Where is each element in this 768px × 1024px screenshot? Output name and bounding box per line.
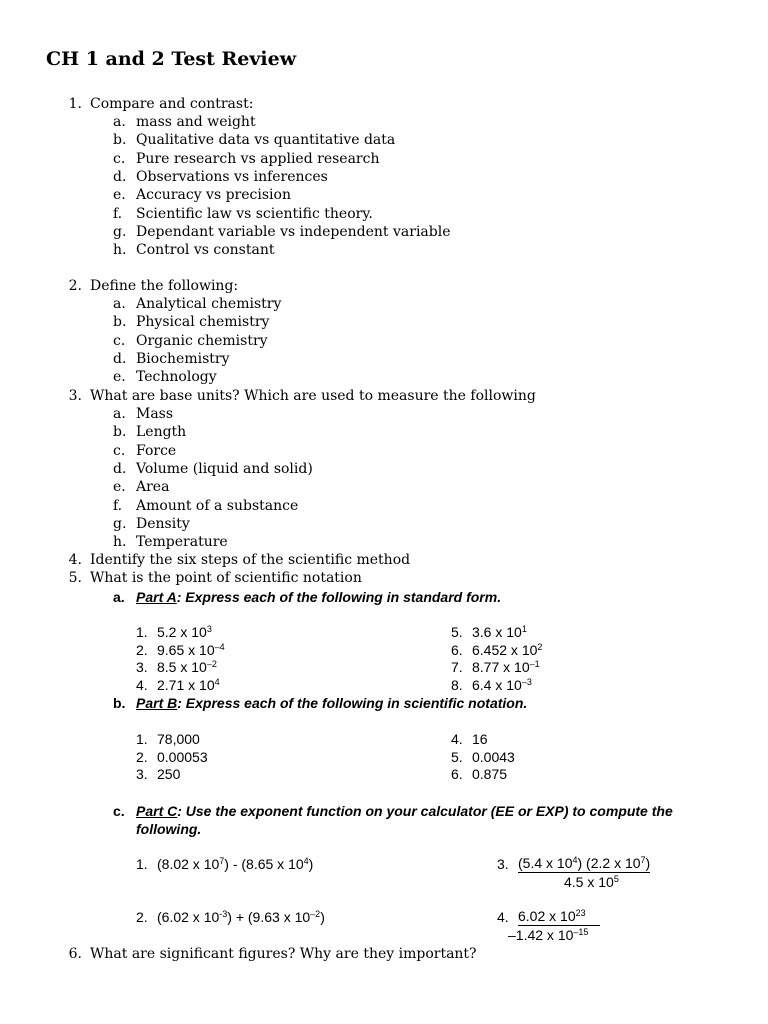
part-b-heading: Part B: Express each of the following in scientific notation. (136, 695, 528, 711)
question-3-item-text: Mass (136, 406, 174, 422)
part-b-right-item-value: 0.0043 (472, 748, 515, 765)
question-2-item-text: Technology (136, 369, 217, 386)
question-3-item-text: Temperature (136, 534, 228, 551)
part-c-problem-4-denominator: –1.42 x $10^{-15}$ (508, 927, 589, 943)
part-a-left-item-number: 3. (136, 659, 148, 676)
question-2-item-letter: a. (113, 296, 126, 312)
question-1-item-text: mass and weight (136, 114, 256, 130)
question-5-number: 5. (68, 570, 82, 586)
part-b-right-item-number: 4. (451, 731, 463, 747)
question-1-item-text: Qualitative data vs quantitative data (136, 132, 396, 149)
part-b-right-item-value: 0.875 (472, 766, 508, 783)
question-1-item-letter: a. (113, 114, 126, 130)
question-3-text: What are base units? Which are used to measure the following (90, 388, 536, 404)
part-b-left-item-value: 78,000 (157, 731, 200, 747)
question-2-item-letter: c. (113, 332, 126, 349)
question-2-item-text: Organic chemistry (136, 332, 268, 349)
question-3-item-letter: d. (113, 460, 127, 477)
question-1-item-text: Observations vs inferences (136, 168, 328, 185)
question-1-item-letter: g. (113, 223, 127, 240)
question-1-text: Compare and contrast: (90, 96, 254, 112)
question-2-item-letter: b. (113, 314, 127, 331)
question-2-item-letter: d. (113, 350, 127, 367)
question-2-number: 2. (68, 278, 82, 294)
part-a-left-item-number: 4. (136, 677, 148, 694)
part-a-right-item-value: 8.77 x $10^{-1}$ (472, 659, 540, 676)
question-1-item-letter: h. (113, 242, 127, 259)
question-3-number: 3. (68, 388, 82, 404)
question-4-number: 4. (68, 552, 82, 568)
question-3-item-letter: g. (113, 515, 127, 532)
question-2-item-text: Physical chemistry (136, 314, 270, 331)
question-1-item-letter: c. (113, 150, 126, 167)
part-b-left-item-value: 250 (157, 766, 181, 783)
part-c-problem-number: 1. (136, 856, 148, 872)
part-b-left-item-number: 2. (136, 748, 148, 765)
part-b-left-item-number: 1. (136, 731, 148, 747)
part-c-heading: Part C: Use the exponent function on your calculator (EE or EXP) to compute the (136, 803, 673, 819)
part-a-right-item-value: 3.6 x $10^1$ (472, 624, 527, 640)
page-title: CH 1 and 2 Test Review (46, 48, 297, 70)
part-a-left-item-number: 1. (136, 624, 148, 640)
part-a-left-item-value: 5.2 x $10^3$ (157, 624, 212, 640)
question-1-item-text: Control vs constant (136, 242, 275, 259)
question-3-item-text: Force (136, 442, 177, 459)
part-c-problem-number: 2. (136, 909, 148, 925)
question-4-text: Identify the six steps of the scientific method (90, 552, 411, 568)
part-b-right-item-number: 6. (451, 766, 463, 783)
question-3-item-text: Area (136, 479, 170, 496)
question-1-item-text: Pure research vs applied research (136, 150, 380, 167)
part-b-left-item-number: 3. (136, 766, 148, 783)
part-a-right-item-number: 8. (451, 677, 463, 694)
part-a-right-item-number: 6. (451, 641, 463, 658)
part-b-letter: b. (113, 695, 126, 711)
part-a-right-item-number: 7. (451, 659, 463, 676)
part-c-problem-1: (8.02 x $10^7) - (8.65$ x $10^4$) (157, 856, 314, 872)
part-a-right-item-number: 5. (451, 624, 463, 640)
question-1-item-text: Accuracy vs precision (136, 187, 291, 204)
question-3-item-letter: b. (113, 424, 127, 441)
question-3-item-text: Volume (liquid and solid) (136, 460, 313, 477)
part-c-problem-4-numerator: 6.02 x $10^{23}$ (518, 908, 600, 926)
part-a-left-item-value: 2.71 x $10^4$ (157, 677, 220, 694)
question-2-item-text: Biochemistry (136, 350, 230, 367)
question-2-text: Define the following: (90, 278, 239, 294)
question-1-item-text: Scientific law vs scientific theory. (136, 205, 373, 222)
part-c-letter: c. (113, 803, 125, 819)
question-3-item-text: Length (136, 424, 187, 441)
question-3-item-letter: a. (113, 406, 126, 422)
question-1-item-text: Dependant variable vs independent variable (136, 223, 451, 240)
part-a-left-item-value: 9.65 x $10^{-4}$ (157, 641, 225, 658)
question-3-item-letter: f. (113, 497, 123, 514)
part-c-problem-3-numerator: (5.4 x $10^4$) (2.2 x $10^7$) (518, 855, 651, 871)
part-a-left-item-value: 8.5 x $10^{-2}$ (157, 659, 217, 676)
question-1-item-letter: e. (113, 187, 126, 204)
part-a-left-item-number: 2. (136, 641, 148, 658)
part-c-heading-continued: following. (136, 821, 202, 837)
question-1-item-letter: d. (113, 168, 127, 185)
question-6-text: What are significant figures? Why are they important? (90, 946, 477, 962)
question-1-number: 1. (68, 96, 82, 112)
part-c-problem-number: 4. (497, 909, 509, 925)
question-3-item-letter: e. (113, 479, 126, 496)
part-b-right-item-value: 16 (472, 731, 488, 747)
part-c-problem-number: 3. (497, 856, 509, 872)
question-5-text: What is the point of scientific notation (90, 570, 362, 586)
part-c-problem-2: (6.02 x $10^{-3}) + (9.63$ x $10^{-2}$) (157, 909, 325, 925)
question-2-item-letter: e. (113, 369, 126, 386)
part-a-right-item-value: 6.4 x $10^{-3}$ (472, 677, 532, 694)
part-b-left-item-value: 0.00053 (157, 748, 208, 765)
part-a-right-item-value: 6.452 x $10^2$ (472, 641, 543, 658)
question-3-item-text: Density (136, 515, 190, 532)
part-c-problem-3-denominator: 4.5 x $10^5$ (564, 874, 619, 890)
question-6-number: 6. (68, 946, 82, 962)
question-2-item-text: Analytical chemistry (136, 296, 282, 312)
question-3-item-letter: h. (113, 534, 127, 551)
question-1-item-letter: b. (113, 132, 127, 149)
part-a-heading: Part A: Express each of the following in standard form. (136, 589, 502, 605)
part-a-letter: a. (113, 589, 125, 605)
question-3-item-text: Amount of a substance (136, 497, 299, 514)
question-1-item-letter: f. (113, 205, 123, 222)
question-3-item-letter: c. (113, 442, 126, 459)
part-b-right-item-number: 5. (451, 748, 463, 765)
